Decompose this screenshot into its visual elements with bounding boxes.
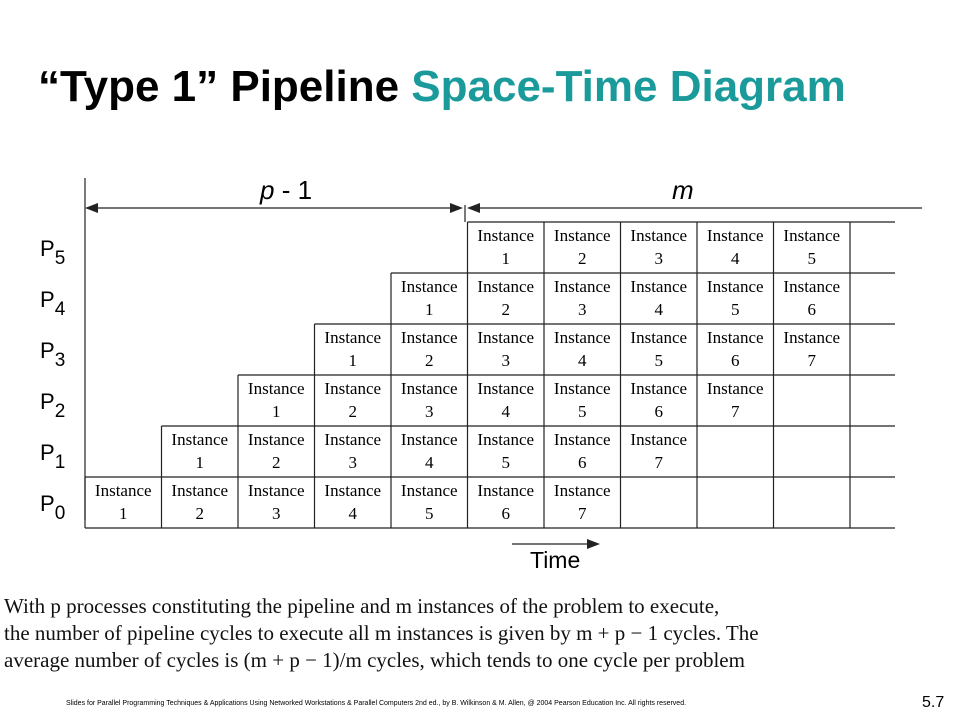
instance-cell <box>324 430 381 472</box>
instance-number: 2 <box>425 351 434 370</box>
instance-number: 4 <box>654 300 663 319</box>
instance-word: Instance <box>630 226 688 245</box>
instance-number: 6 <box>731 351 740 370</box>
instance-word: Instance <box>400 277 458 296</box>
process-label <box>40 389 65 422</box>
instance-cell <box>783 226 840 268</box>
process-label <box>40 338 65 371</box>
title-accent: Space-Time Diagram <box>411 62 846 111</box>
instance-number: 1 <box>348 351 357 370</box>
instance-word: Instance <box>783 226 841 245</box>
instance-word: Instance <box>477 430 535 449</box>
instance-number: 7 <box>654 453 663 472</box>
process-name: P <box>40 287 55 312</box>
process-subscript: 4 <box>54 299 66 320</box>
instance-cell <box>554 430 611 472</box>
instance-cell <box>477 277 534 319</box>
instance-cell <box>248 379 305 421</box>
instance-word: Instance <box>706 226 764 245</box>
caption <box>4 593 949 674</box>
instance-number: 6 <box>578 453 587 472</box>
instance-cell <box>95 481 152 523</box>
instance-number: 5 <box>807 249 816 268</box>
instance-number: 3 <box>501 351 510 370</box>
instance-word: Instance <box>400 481 458 500</box>
instance-number: 2 <box>348 402 357 421</box>
process-subscript: 0 <box>54 503 66 524</box>
instance-word: Instance <box>630 430 688 449</box>
instance-word: Instance <box>630 379 688 398</box>
instance-number: 7 <box>731 402 740 421</box>
instance-word: Instance <box>477 328 535 347</box>
instance-cell <box>707 379 764 421</box>
instance-cell <box>401 277 458 319</box>
instance-number: 5 <box>578 402 587 421</box>
instance-word: Instance <box>324 379 382 398</box>
instance-cell <box>630 328 687 370</box>
instance-word: Instance <box>553 226 611 245</box>
instance-number: 1 <box>501 249 510 268</box>
instance-word: Instance <box>324 430 382 449</box>
instance-number: 3 <box>348 453 357 472</box>
instance-cell <box>630 277 687 319</box>
instance-word: Instance <box>247 379 305 398</box>
caption-line-1: With p processes constituting the pipeline and m instances of the problem to execute, <box>4 594 720 618</box>
instance-word: Instance <box>247 430 305 449</box>
instance-number: 1 <box>272 402 281 421</box>
process-name: P <box>40 440 55 465</box>
instance-number: 3 <box>425 402 434 421</box>
instance-cell <box>783 328 840 370</box>
instance-number: 4 <box>425 453 434 472</box>
instance-word: Instance <box>400 430 458 449</box>
slide-number: 5.7 <box>922 694 945 711</box>
instance-number: 2 <box>272 453 281 472</box>
caption-line-2: the number of pipeline cycles to execute all m instances is given by m + p − 1 cycles. The <box>4 621 759 645</box>
process-subscript: 2 <box>54 401 66 422</box>
instance-cell <box>554 379 611 421</box>
instance-number: 2 <box>195 504 204 523</box>
instance-word: Instance <box>706 277 764 296</box>
process-name: P <box>40 236 55 261</box>
instance-word: Instance <box>400 328 458 347</box>
process-label <box>40 287 66 320</box>
instance-cell <box>171 481 228 523</box>
instance-cell <box>477 379 534 421</box>
caption-line-3: average number of cycles is (m + p − 1)/m cycles, which tends to one cycle per problem <box>4 648 745 672</box>
instance-number: 3 <box>654 249 663 268</box>
instance-number: 5 <box>731 300 740 319</box>
instance-cell <box>554 226 611 268</box>
process-subscript: 3 <box>54 350 66 371</box>
instance-cell <box>554 277 611 319</box>
instance-word: Instance <box>324 481 382 500</box>
instance-cell <box>477 481 534 523</box>
instance-number: 3 <box>578 300 587 319</box>
instance-cell <box>630 226 687 268</box>
instance-word: Instance <box>630 277 688 296</box>
instance-cell <box>477 328 534 370</box>
instance-number: 6 <box>654 402 663 421</box>
instance-number: 4 <box>348 504 357 523</box>
instance-word: Instance <box>324 328 382 347</box>
instance-cell <box>707 277 764 319</box>
process-subscript: 1 <box>54 452 66 473</box>
instance-cell <box>401 328 458 370</box>
instance-word: Instance <box>477 481 535 500</box>
instance-number: 6 <box>501 504 510 523</box>
arrow-head <box>467 203 480 213</box>
instance-cell <box>248 481 305 523</box>
instance-word: Instance <box>477 379 535 398</box>
instance-word: Instance <box>553 430 611 449</box>
instance-word: Instance <box>247 481 305 500</box>
instance-word: Instance <box>706 328 764 347</box>
instance-number: 5 <box>425 504 434 523</box>
instance-word: Instance <box>171 430 229 449</box>
instance-cell <box>401 430 458 472</box>
instance-cell <box>707 328 764 370</box>
instance-word: Instance <box>553 277 611 296</box>
process-name: P <box>40 389 55 414</box>
instance-word: Instance <box>477 277 535 296</box>
arrow-head <box>85 203 98 213</box>
title-main: “Type 1” Pipeline <box>38 62 412 111</box>
instance-word: Instance <box>553 328 611 347</box>
instance-cell <box>324 481 381 523</box>
process-labels <box>40 236 66 524</box>
instance-number: 1 <box>119 504 128 523</box>
instance-number: 6 <box>807 300 816 319</box>
instance-word: Instance <box>630 328 688 347</box>
process-label <box>40 236 65 269</box>
instance-cell <box>554 481 611 523</box>
span-left-var: p <box>260 175 275 205</box>
instance-cell <box>707 226 764 268</box>
instance-cell <box>477 226 534 268</box>
instance-number: 2 <box>578 249 587 268</box>
instance-number: 1 <box>425 300 434 319</box>
process-name: P <box>40 491 55 516</box>
instance-cell <box>248 430 305 472</box>
span-left-label <box>259 175 312 205</box>
instance-cell <box>401 379 458 421</box>
arrow-head <box>450 203 463 213</box>
instance-cell <box>324 328 381 370</box>
process-label <box>40 491 65 524</box>
instance-word: Instance <box>783 277 841 296</box>
footer-credit: Slides for Parallel Programming Techniques & Applications Using Networked Workstations & Parallel Computers 2nd ed., by B. Wilkinson & M. Allen, @ 2004 Pearson Education Inc. All rights reserved. <box>66 700 687 707</box>
time-label: Time <box>530 547 581 573</box>
instance-number: 2 <box>501 300 510 319</box>
instance-cell <box>630 379 687 421</box>
instance-number: 7 <box>807 351 816 370</box>
instance-word: Instance <box>553 481 611 500</box>
instance-word: Instance <box>783 328 841 347</box>
instance-word: Instance <box>171 481 229 500</box>
instance-number: 4 <box>731 249 740 268</box>
instance-word: Instance <box>400 379 458 398</box>
span-right-label: m <box>672 175 694 205</box>
instance-cell <box>171 430 228 472</box>
process-name: P <box>40 338 55 363</box>
instance-word: Instance <box>94 481 152 500</box>
instance-word: Instance <box>553 379 611 398</box>
process-label <box>40 440 65 473</box>
instance-cell <box>477 430 534 472</box>
instance-cell <box>554 328 611 370</box>
instance-word: Instance <box>477 226 535 245</box>
instance-number: 5 <box>501 453 510 472</box>
process-subscript: 5 <box>54 248 66 269</box>
instance-cell <box>401 481 458 523</box>
instance-number: 1 <box>195 453 204 472</box>
span-left-rest: - 1 <box>274 175 313 205</box>
instance-number: 4 <box>578 351 587 370</box>
instance-cell <box>324 379 381 421</box>
instance-number: 4 <box>501 402 510 421</box>
instance-number: 7 <box>578 504 587 523</box>
arrow-head <box>587 539 600 549</box>
instance-cell <box>783 277 840 319</box>
instance-cell <box>630 430 687 472</box>
instance-word: Instance <box>706 379 764 398</box>
instance-number: 3 <box>272 504 281 523</box>
instance-number: 5 <box>654 351 663 370</box>
